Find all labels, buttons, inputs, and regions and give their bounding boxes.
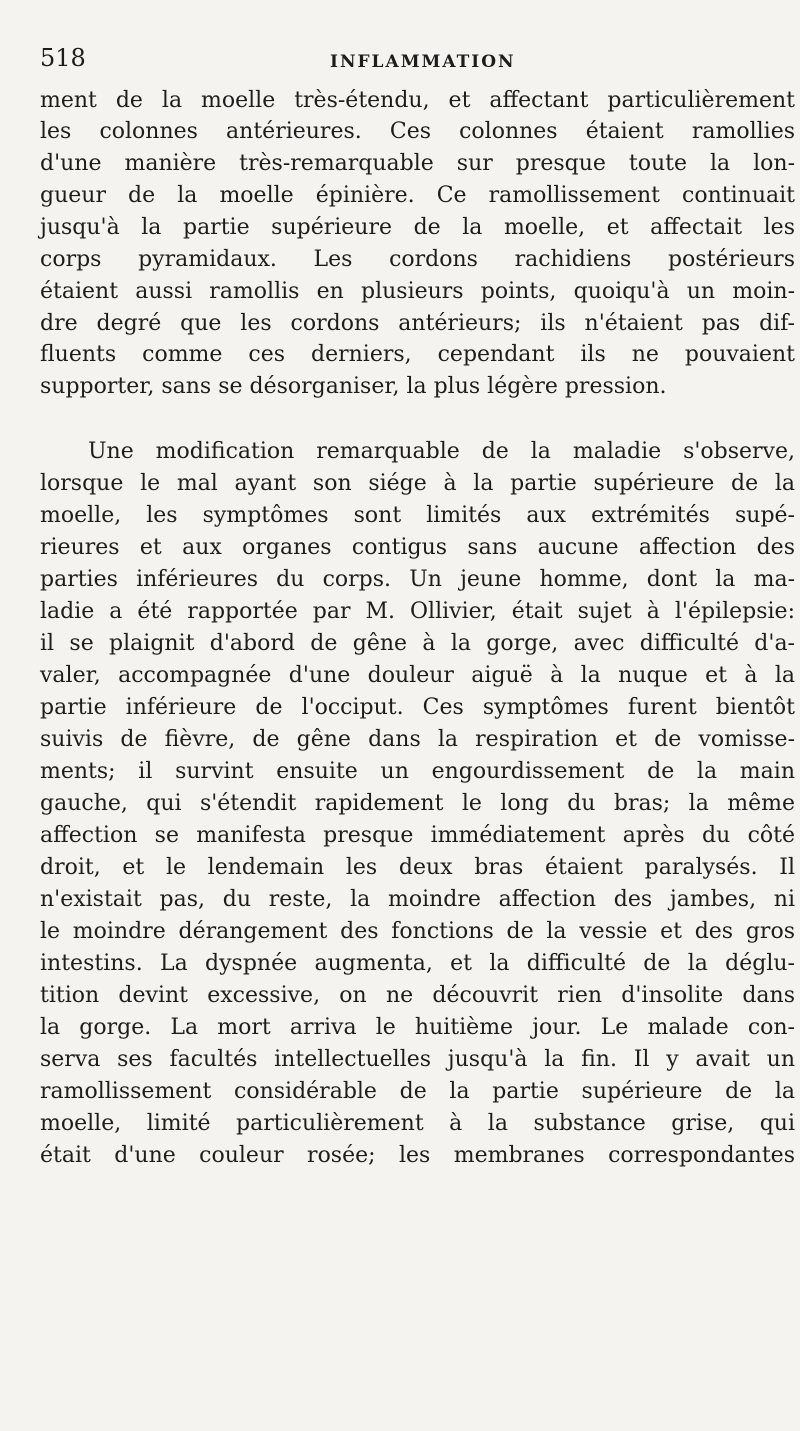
text-line: ladie a été rapportée par M. Ollivier, était sujet à l'épilepsie: bbox=[40, 599, 795, 624]
text-line: ments; il survint ensuite un engourdissement de la main bbox=[40, 759, 795, 784]
text-line: intestins. La dyspnée augmenta, et la difficulté de la déglu- bbox=[40, 951, 795, 976]
text-line: d'une manière très-remarquable sur presque toute la lon- bbox=[40, 151, 795, 176]
text-line: parties inférieures du corps. Un jeune homme, dont la ma- bbox=[40, 567, 795, 592]
text-line: tition devint excessive, on ne découvrit rien d'insolite dans bbox=[40, 983, 795, 1008]
text-line: supporter, sans se désorganiser, la plus légère pression. bbox=[40, 374, 667, 399]
text-line: étaient aussi ramollis en plusieurs points, quoiqu'à un moin- bbox=[40, 279, 795, 304]
page-number: 518 bbox=[40, 44, 86, 72]
text-line: rieures et aux organes contigus sans aucune affection des bbox=[40, 535, 795, 560]
text-line: la gorge. La mort arriva le huitième jour. Le malade con- bbox=[40, 1015, 795, 1040]
running-head: INFLAMMATION bbox=[330, 52, 516, 72]
text-line: gauche, qui s'étendit rapidement le long du bras; la même bbox=[40, 791, 795, 816]
text-line: fluents comme ces derniers, cependant ils ne pouvaient bbox=[40, 342, 795, 367]
text-line: dre degré que les cordons antérieurs; ils n'étaient pas dif- bbox=[40, 311, 795, 336]
text-line: partie inférieure de l'occiput. Ces symptômes furent bientôt bbox=[40, 695, 795, 720]
text-line: corps pyramidaux. Les cordons rachidiens postérieurs bbox=[40, 247, 795, 272]
text-line: n'existait pas, du reste, la moindre affection des jambes, ni bbox=[40, 887, 795, 912]
text-line: le moindre dérangement des fonctions de la vessie et des gros bbox=[40, 919, 795, 944]
text-line: les colonnes antérieures. Ces colonnes étaient ramollies bbox=[40, 119, 795, 144]
text-line: était d'une couleur rosée; les membranes correspondantes bbox=[40, 1143, 795, 1168]
text-line: il se plaignit d'abord de gêne à la gorge, avec difficulté d'a- bbox=[40, 631, 795, 656]
text-line: moelle, limité particulièrement à la substance grise, qui bbox=[40, 1111, 795, 1136]
text-line: droit, et le lendemain les deux bras étaient paralysés. Il bbox=[40, 855, 795, 880]
text-line: ment de la moelle très-étendu, et affectant particulièrement bbox=[40, 88, 795, 113]
text-line: ramollissement considérable de la partie supérieure de la bbox=[40, 1079, 795, 1104]
text-line: suivis de fièvre, de gêne dans la respiration et de vomisse- bbox=[40, 727, 795, 752]
text-line: valer, accompagnée d'une douleur aiguë à la nuque et à la bbox=[40, 663, 795, 688]
text-line: affection se manifesta presque immédiatement après du côté bbox=[40, 823, 795, 848]
text-line: Une modification remarquable de la maladie s'observe, bbox=[88, 439, 795, 464]
text-line: gueur de la moelle épinière. Ce ramollissement continuait bbox=[40, 183, 795, 208]
text-line: jusqu'à la partie supérieure de la moelle, et affectait les bbox=[40, 215, 795, 240]
text-line: lorsque le mal ayant son siége à la partie supérieure de la bbox=[40, 471, 795, 496]
text-line: moelle, les symptômes sont limités aux extrémités supé- bbox=[40, 503, 795, 528]
text-line: serva ses facultés intellectuelles jusqu'à la fin. Il y avait un bbox=[40, 1047, 795, 1072]
